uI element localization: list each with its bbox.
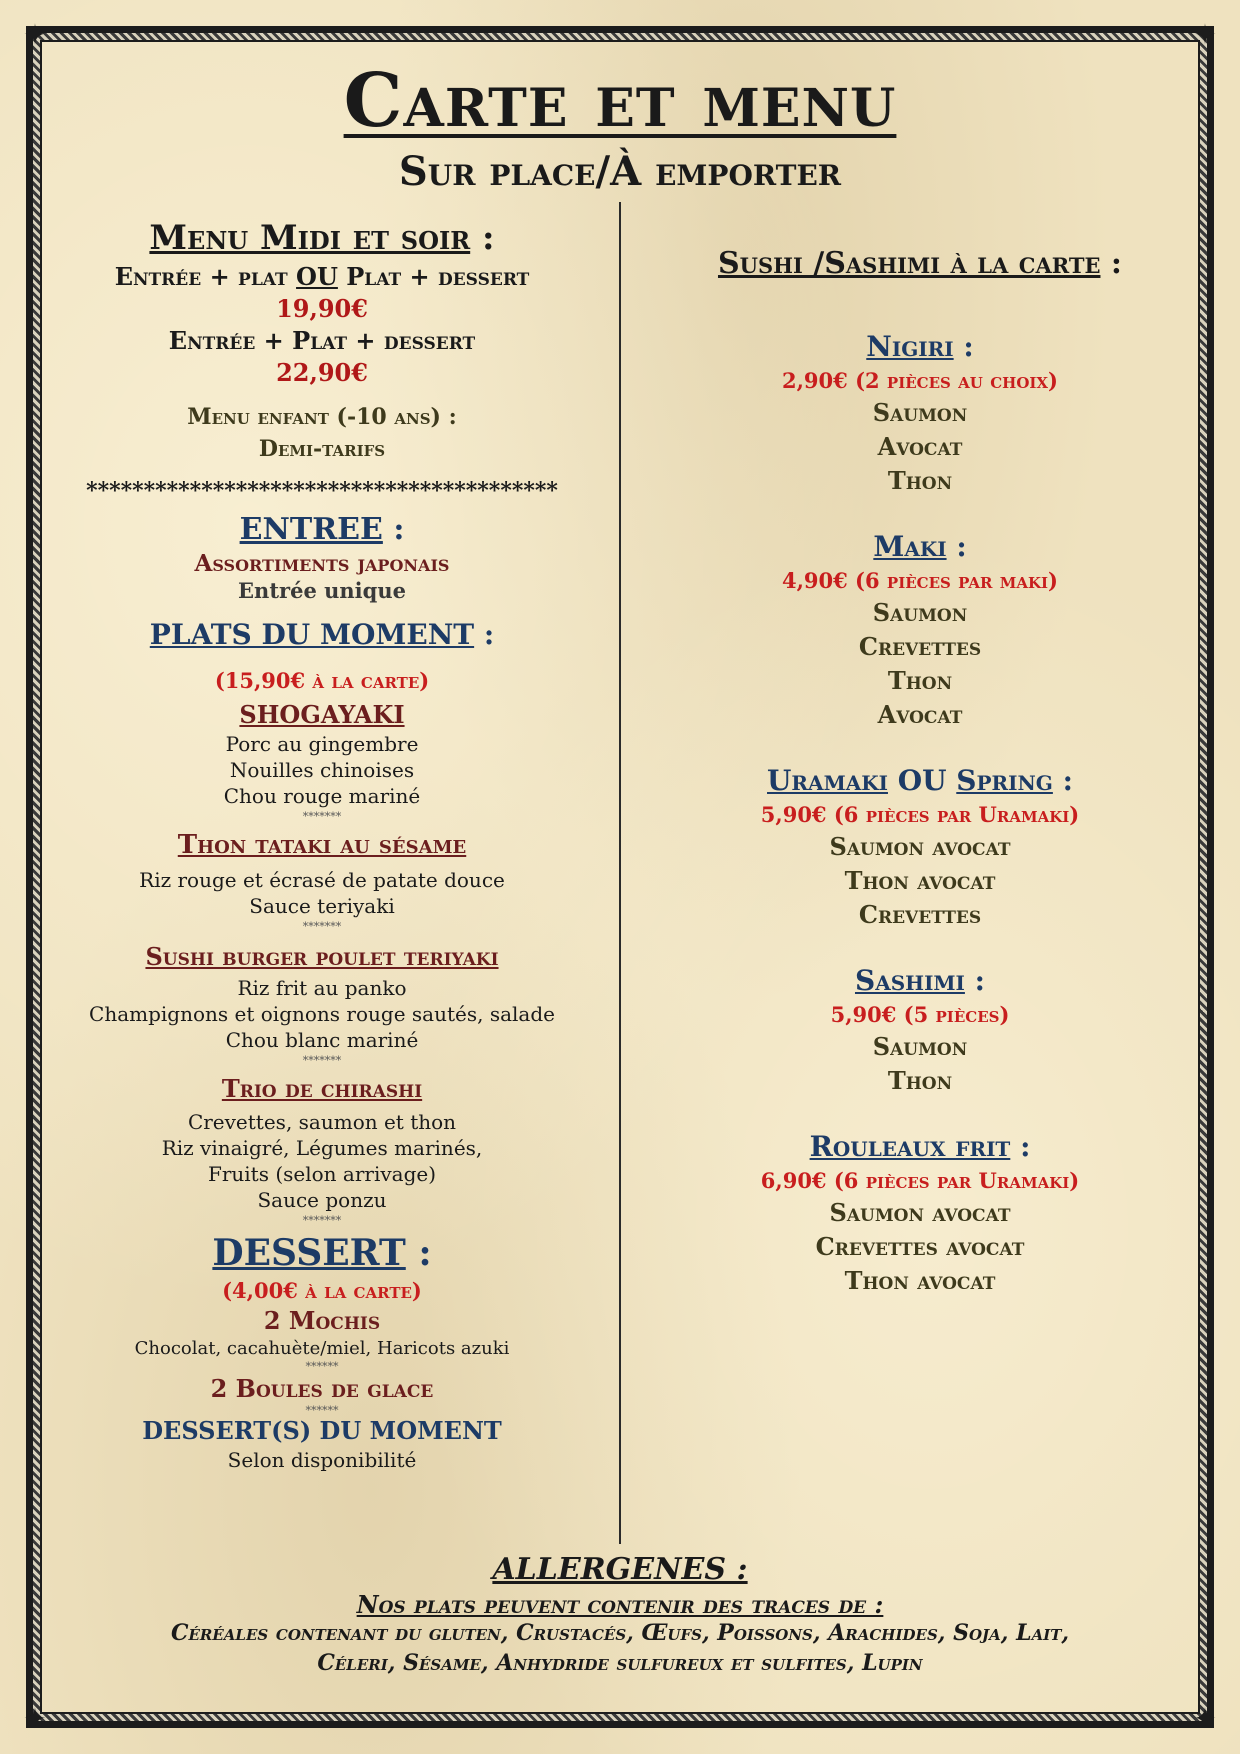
uramaki-item: Saumon avocat — [829, 832, 1011, 861]
dessert-3-name: DESSERT(S) DU MOMENT — [142, 1416, 502, 1445]
maki-item: Avocat — [877, 700, 963, 729]
nigiri-title: Nigiri — [866, 330, 954, 363]
colon: : — [418, 1232, 432, 1274]
entree-name: Assortiments japonais — [194, 550, 450, 577]
dish-4-line: Riz vinaigré, Légumes marinés, — [161, 1136, 483, 1160]
page-subtitle: Sur place/À emporter — [398, 148, 842, 195]
dessert-1-name: 2 Mochis — [263, 1306, 381, 1335]
nigiri-item: Thon — [887, 466, 953, 495]
plats-heading — [62, 618, 582, 651]
column-divider — [619, 202, 621, 1544]
dish-1-name: SHOGAYAKI — [239, 700, 405, 729]
spring-title: Spring — [956, 764, 1053, 797]
formula-1-ou: OU — [296, 262, 338, 291]
formula-1-a: Entrée + plat — [114, 262, 297, 291]
rouleaux-price: 6,90€ (6 pièces par Uramaki) — [760, 1168, 1080, 1193]
entree-heading — [62, 512, 582, 547]
maki-item: Crevettes — [858, 632, 982, 661]
dish-separator: ******* — [302, 1214, 342, 1227]
dish-2-line: Riz rouge et écrasé de patate douce — [139, 868, 505, 892]
uramaki-item: Thon avocat — [844, 866, 996, 895]
allergens-title: ALLERGENES : — [492, 1552, 748, 1587]
sushi-title: Sushi /Sashimi à la carte — [717, 246, 1101, 281]
dish-3-line: Chou blanc mariné — [225, 1028, 419, 1052]
rouleaux-item: Thon avocat — [844, 1266, 996, 1295]
colon: : — [956, 530, 967, 563]
dish-2-line: Sauce teriyaki — [249, 894, 395, 918]
dish-2-name: Thon tataki au sésame — [177, 830, 467, 860]
dish-1-line: Nouilles chinoises — [229, 758, 415, 782]
dish-separator: ******* — [302, 1054, 342, 1067]
page-title: Carte et menu — [343, 58, 897, 144]
dish-1-line: Chou rouge mariné — [223, 784, 421, 808]
nigiri-heading — [640, 330, 1200, 363]
maki-price: 4,90€ (6 pièces par maki) — [781, 568, 1058, 593]
rouleaux-item: Crevettes avocat — [815, 1232, 1025, 1261]
rouleaux-item: Saumon avocat — [829, 1198, 1011, 1227]
formula-1-b: Plat + dessert — [337, 262, 530, 291]
dish-4-line: Sauce ponzu — [257, 1188, 387, 1212]
sashimi-title: Sashimi — [854, 964, 965, 997]
corner-ornament-icon: ✦ — [1193, 1702, 1217, 1735]
uramaki-title: Uramaki — [767, 764, 888, 797]
dish-separator: ******* — [302, 810, 342, 823]
maki-item: Saumon — [872, 598, 968, 627]
maki-title: Maki — [873, 530, 947, 563]
rouleaux-heading — [640, 1130, 1200, 1163]
menu-heading — [62, 218, 582, 258]
uramaki-ou: OU — [887, 764, 957, 797]
dessert-2-name: 2 Boules de glace — [210, 1374, 434, 1403]
colon: : — [963, 330, 974, 363]
formula-1 — [62, 262, 582, 291]
uramaki-price: 5,90€ (6 pièces par Uramaki) — [760, 802, 1080, 827]
dessert-separator: ****** — [305, 1404, 339, 1417]
nigiri-price: 2,90€ (2 pièces au choix) — [782, 368, 1058, 393]
dish-3-name: Sushi burger poulet teriyaki — [145, 942, 499, 971]
formula-1-price: 19,90€ — [276, 294, 368, 323]
sashimi-heading — [640, 964, 1200, 997]
dish-4-name: Trio de chirashi — [221, 1074, 423, 1103]
maki-item: Thon — [887, 666, 953, 695]
dessert-1-desc: Chocolat, cacahuète/miel, Haricots azuki — [134, 1338, 510, 1359]
colon: : — [393, 512, 405, 547]
nigiri-item: Avocat — [877, 432, 963, 461]
dessert-price: (4,00€ à la carte) — [222, 1278, 422, 1303]
uramaki-item: Crevettes — [858, 900, 982, 929]
entree-desc: Entrée unique — [238, 578, 406, 603]
allergens-line-2: Céleri, Sésame, Anhydride sulfureux et sulfites, Lupin — [317, 1650, 923, 1676]
sushi-heading — [640, 246, 1200, 281]
colon: : — [483, 618, 495, 651]
allergens-subtitle: Nos plats peuvent contenir des traces de : — [356, 1590, 884, 1619]
dessert-heading — [62, 1232, 582, 1274]
nigiri-item: Saumon — [872, 398, 968, 427]
uramaki-heading — [640, 764, 1200, 797]
menu-title: Menu Midi et soir — [149, 218, 471, 258]
dish-1-line: Porc au gingembre — [225, 732, 419, 756]
plats-price: (15,90€ à la carte) — [214, 668, 430, 693]
colon: : — [974, 964, 986, 997]
dish-3-line: Riz frit au panko — [237, 976, 407, 1000]
formula-2-price: 22,90€ — [276, 358, 368, 387]
dish-3-line: Champignons et oignons rouge sautés, salade — [89, 1002, 555, 1026]
colon: : — [1020, 1130, 1031, 1163]
maki-heading — [640, 530, 1200, 563]
rouleaux-title: Rouleaux frit — [809, 1130, 1011, 1163]
formula-2: Entrée + Plat + dessert — [168, 326, 476, 355]
corner-ornament-icon: ✦ — [23, 18, 47, 51]
dish-4-line: Fruits (selon arrivage) — [207, 1162, 437, 1186]
sashimi-price: 5,90€ (5 pièces) — [830, 1002, 1010, 1027]
sashimi-item: Thon — [887, 1066, 953, 1095]
plats-title: PLATS DU MOMENT — [149, 618, 475, 651]
colon: : — [1062, 764, 1073, 797]
stars-separator: ***************************************** — [86, 478, 558, 504]
dessert-title: DESSERT — [212, 1232, 406, 1274]
sashimi-item: Saumon — [872, 1032, 968, 1061]
corner-ornament-icon: ✦ — [23, 1702, 47, 1735]
dessert-separator: ****** — [305, 1360, 339, 1373]
dish-4-line: Crevettes, saumon et thon — [187, 1110, 457, 1134]
allergens-line-1: Céréales contenant du gluten, Crustacés, Œufs, Poissons, Arachides, Soja, Lait, — [170, 1620, 1070, 1646]
colon: : — [482, 218, 495, 258]
kids-price: Demi-tarifs — [258, 436, 386, 462]
colon: : — [1110, 246, 1122, 281]
entree-title: ENTREE — [239, 512, 383, 547]
corner-ornament-icon: ✦ — [1193, 18, 1217, 51]
dish-separator: ******* — [302, 920, 342, 933]
dessert-3-desc: Selon disponibilité — [227, 1448, 417, 1472]
kids-menu: Menu enfant (-10 ans) : — [187, 404, 457, 430]
